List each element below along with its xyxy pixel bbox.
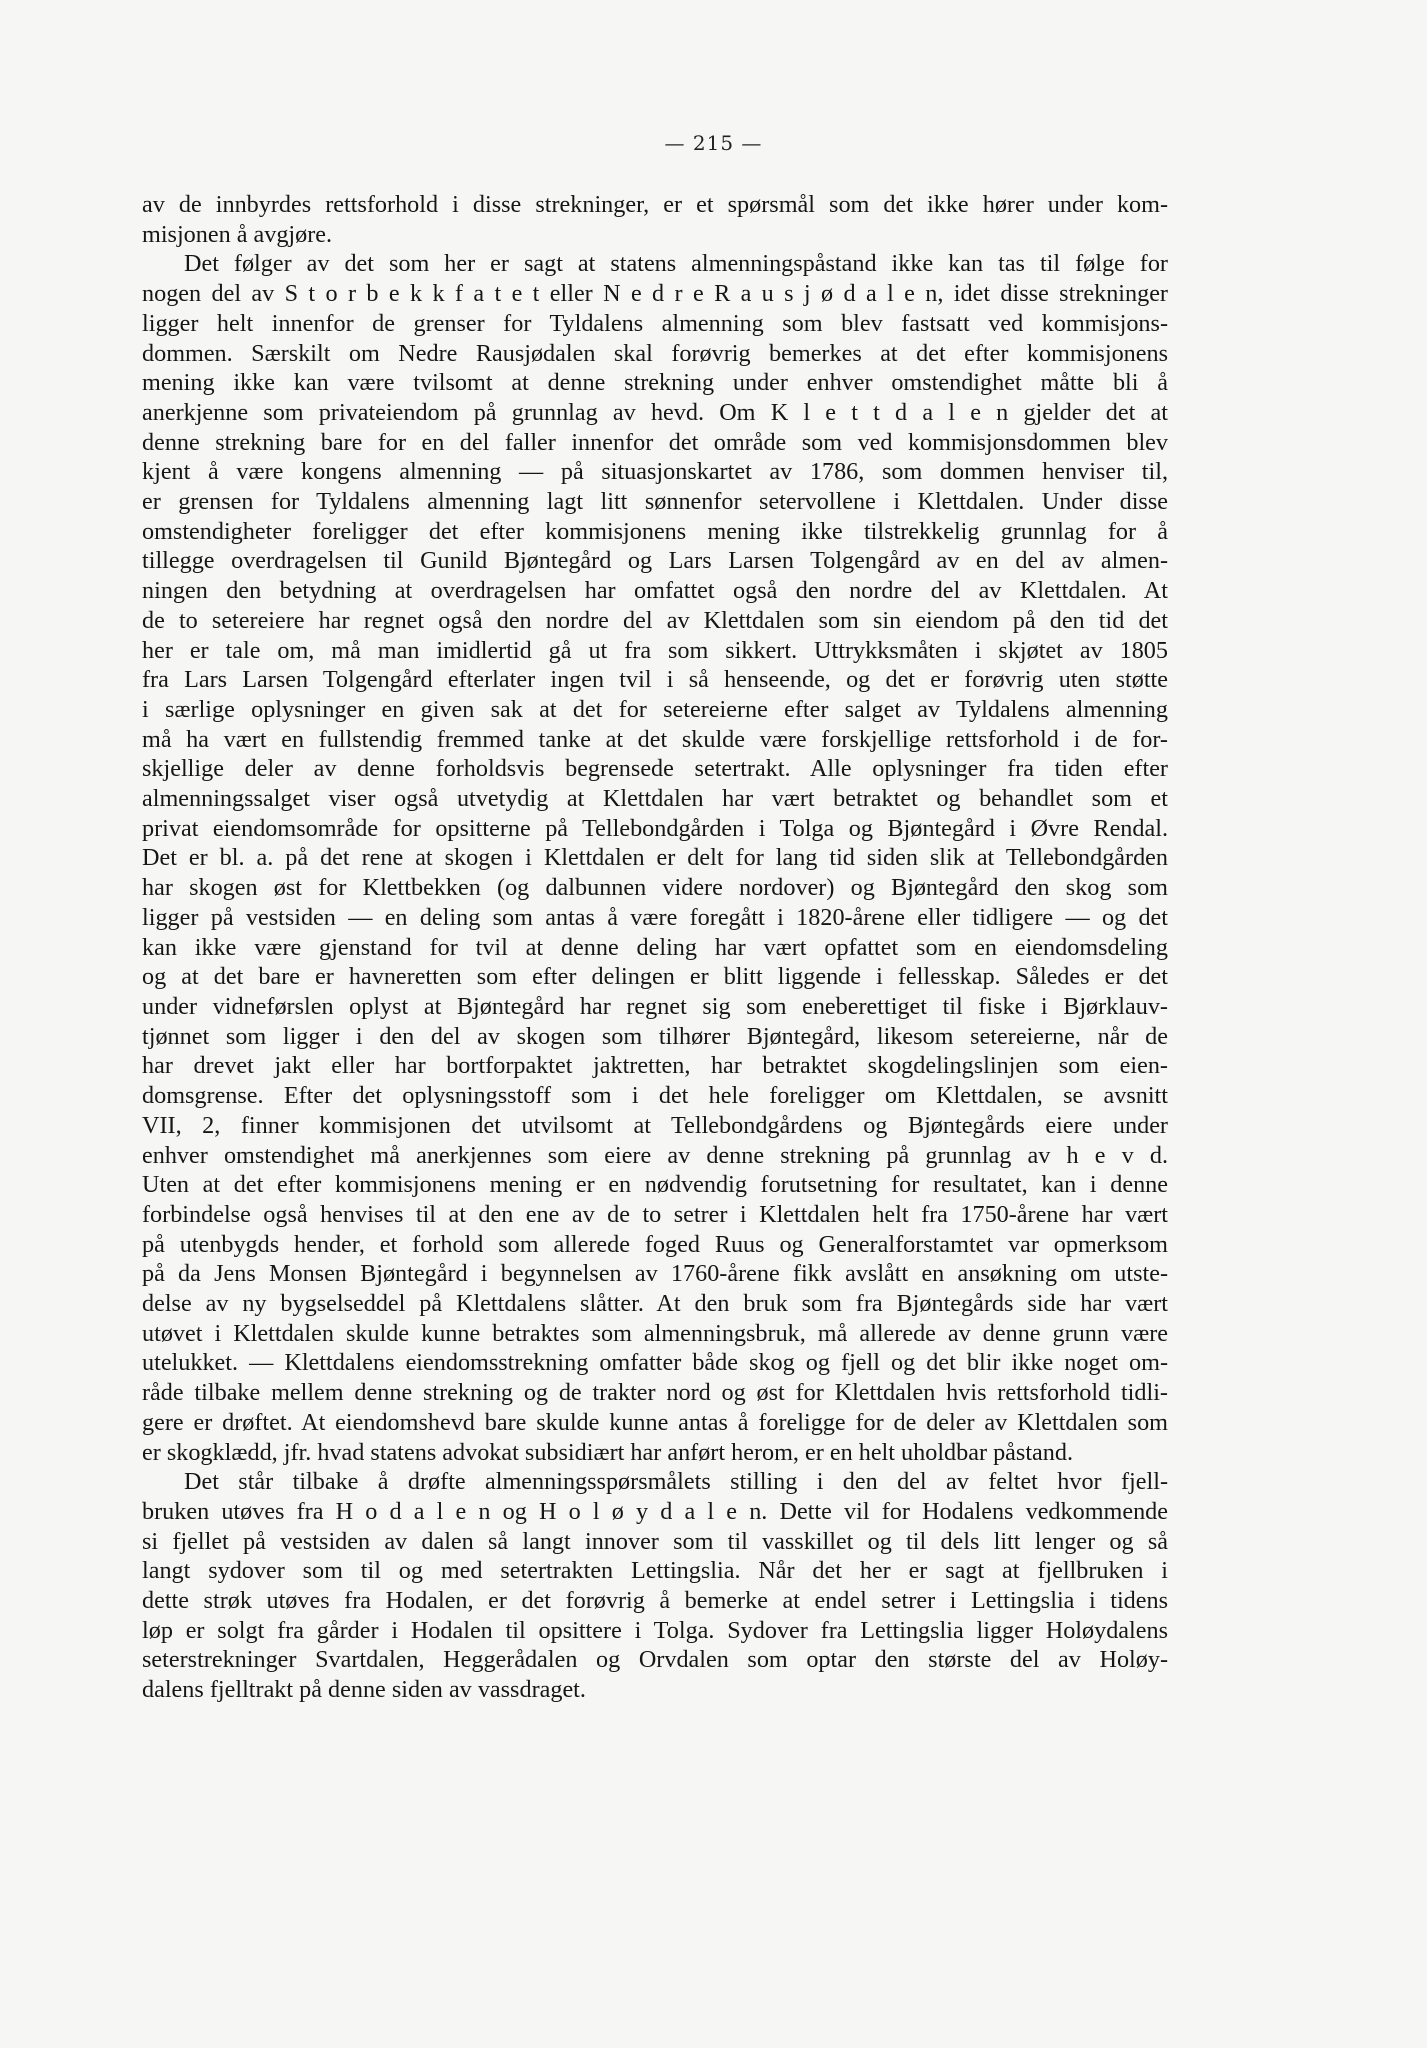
text-line: utelukket. — Klettdalens eiendomsstrekning omfatter både skog og fjell og det blir ikke noget om- xyxy=(142,1349,1168,1377)
text-line: domsgrense. Efter det oplysningsstoff som i det hele foreligger om Klettdalen, se avsnitt xyxy=(142,1082,1168,1110)
text-line: seterstrekninger Svartdalen, Heggerådalen og Orvdalen som optar den største del av Holøy- xyxy=(142,1646,1168,1674)
text-line: denne strekning bare for en del faller innenfor det område som ved kommisjonsdommen blev xyxy=(142,428,1168,456)
text-line: dette strøk utøves fra Hodalen, er det forøvrig å bemerke at endel setrer i Lettingslia i tidens xyxy=(142,1587,1168,1615)
paragraph xyxy=(142,249,1168,1467)
text-line: på da Jens Monsen Bjøntegård i begynnelsen av 1760-årene fikk avslått en ansøkning om utste- xyxy=(142,1260,1168,1288)
text-line: ligger på vestsiden — en deling som antas å være foregått i 1820-årene eller tidligere — og det xyxy=(142,903,1168,931)
text-line: løp er solgt fra gårder i Hodalen til opsittere i Tolga. Sydover fra Lettingslia ligger Holøydalens xyxy=(142,1616,1168,1644)
text-line: tjønnet som ligger i den del av skogen som tilhører Bjøntegård, likesom setereierne, når de xyxy=(142,1022,1168,1050)
text-line: kan ikke være gjenstand for tvil at denne deling har vært opfattet som en eiendomsdeling xyxy=(142,933,1168,961)
text-line: skjellige deler av denne forholdsvis begrensede setertrakt. Alle oplysninger fra tiden efter xyxy=(142,755,1168,783)
paragraph xyxy=(142,190,1168,249)
text-line: langt sydover som til og med setertrakten Lettingslia. Når det her er sagt at fjellbruken i xyxy=(142,1557,1168,1585)
text-line: er grensen for Tyldalens almenning lagt litt sønnenfor setervollene i Klettdalen. Under disse xyxy=(142,488,1168,516)
text-line: på utenbygds hender, et forhold som allerede foged Ruus og Generalforstamtet var opmerksom xyxy=(142,1230,1168,1258)
text-line: enhver omstendighet må anerkjennes som eiere av denne strekning på grunnlag av h e v d. xyxy=(142,1141,1168,1169)
text-line: delse av ny bygselseddel på Klettdalens slåtter. At den bruk som fra Bjøntegårds side har vært xyxy=(142,1290,1168,1318)
text-line: er skogklædd, jfr. hvad statens advokat subsidiært har anført herom, er en helt uholdbar påstand. xyxy=(142,1438,1074,1466)
body-text xyxy=(142,190,1168,1705)
text-line: Det er bl. a. på det rene at skogen i Klettdalen er delt for lang tid siden slik at Tellebondgården xyxy=(142,844,1168,872)
text-line: råde tilbake mellem denne strekning og de trakter nord og øst for Klettdalen hvis rettsforhold tidli- xyxy=(142,1379,1168,1407)
text-line: kjent å være kongens almenning — på situasjonskartet av 1786, som dommen henviser til, xyxy=(142,458,1168,486)
text-line: tillegge overdragelsen til Gunild Bjøntegård og Lars Larsen Tolgengård av en del av almen- xyxy=(142,547,1168,575)
text-line: VII, 2, finner kommisjonen det utvilsomt at Tellebondgårdens og Bjøntegårds eiere under xyxy=(142,1111,1168,1139)
text-line: av de innbyrdes rettsforhold i disse strekninger, er et spørsmål som det ikke hører under kom- xyxy=(142,191,1168,218)
text-line: har skogen øst for Klettbekken (og dalbunnen videre nordover) og Bjøntegård den skog som xyxy=(142,874,1168,902)
text-line: si fjellet på vestsiden av dalen så langt innover som til vasskillet og til dels litt lenger og så xyxy=(142,1527,1168,1555)
text-line: forbindelse også henvises til at den ene av de to setrer i Klettdalen helt fra 1750-årene har vært xyxy=(142,1200,1168,1228)
text-line: utøvet i Klettdalen skulde kunne betraktes som almenningsbruk, må allerede av denne grunn være xyxy=(142,1319,1168,1347)
text-line: anerkjenne som privateiendom på grunnlag av hevd. Om K l e t t d a l e n gjelder det at xyxy=(142,398,1168,426)
text-line: og at det bare er havneretten som efter delingen er blitt liggende i fellesskap. Således er det xyxy=(142,963,1168,991)
text-line: omstendigheter foreligger det efter kommisjonens mening ikke tilstrekkelig grunnlag for å xyxy=(142,517,1168,545)
text-line: under vidneførslen oplyst at Bjøntegård har regnet sig som eneberettiget til fiske i Bjørklauv- xyxy=(142,992,1168,1020)
text-line: de to setereiere har regnet også den nordre del av Klettdalen som sin eiendom på den tid det xyxy=(142,606,1168,634)
text-line: dommen. Særskilt om Nedre Rausjødalen skal forøvrig bemerkes at det efter kommisjonens xyxy=(142,339,1168,367)
text-line: privat eiendomsområde for opsitterne på Tellebondgården i Tolga og Bjøntegård i Øvre Rendal. xyxy=(142,814,1168,842)
text-line: i særlige oplysninger en given sak at det for setereierne efter salget av Tyldalens almenning xyxy=(142,695,1168,723)
text-line: Det står tilbake å drøfte almenningsspørsmålets stilling i den del av feltet hvor fjell- xyxy=(184,1468,1168,1496)
text-line: ligger helt innenfor de grenser for Tyldalens almenning som blev fastsatt ved kommisjons- xyxy=(142,309,1168,337)
text-line: her er tale om, må man imidlertid gå ut fra som sikkert. Uttrykksmåten i skjøtet av 1805 xyxy=(142,636,1168,664)
text-line: misjonen å avgjøre. xyxy=(142,220,333,248)
text-line: ningen den betydning at overdragelsen har omfattet også den nordre del av Klettdalen. At xyxy=(142,577,1168,605)
paragraph xyxy=(142,1467,1168,1705)
text-line: dalens fjelltrakt på denne siden av vassdraget. xyxy=(142,1676,586,1704)
text-line: fra Lars Larsen Tolgengård efterlater ingen tvil i så henseende, og det er forøvrig uten støtte xyxy=(142,666,1168,694)
text-line: mening ikke kan være tvilsomt at denne strekning under enhver omstendighet måtte bli å xyxy=(142,369,1168,397)
text-line: gere er drøftet. At eiendomshevd bare skulde kunne antas å foreligge for de deler av Klettdalen som xyxy=(142,1408,1168,1436)
text-line: bruken utøves fra H o d a l e n og H o l ø y d a l e n. Dette vil for Hodalens vedkommende xyxy=(142,1497,1168,1525)
text-line: må ha vært en fullstendig fremmed tanke at det skulde være forskjellige rettsforhold i de for- xyxy=(142,725,1168,753)
text-line: Det følger av det som her er sagt at statens almenningspåstand ikke kan tas til følge for xyxy=(184,250,1168,278)
text-line: Uten at det efter kommisjonens mening er en nødvendig forutsetning for resultatet, kan i denne xyxy=(142,1171,1168,1199)
page-number: — 215 — xyxy=(664,131,763,155)
text-line: nogen del av S t o r b e k k f a t e t eller N e d r e R a u s j ø d a l e n, idet disse strekninger xyxy=(142,280,1168,308)
text-line: almenningssalget viser også utvetydig at Klettdalen har vært betraktet og behandlet som et xyxy=(142,785,1168,813)
text-line: har drevet jakt eller har bortforpaktet jaktretten, har betraktet skogdelingslinjen som eien- xyxy=(142,1052,1168,1080)
